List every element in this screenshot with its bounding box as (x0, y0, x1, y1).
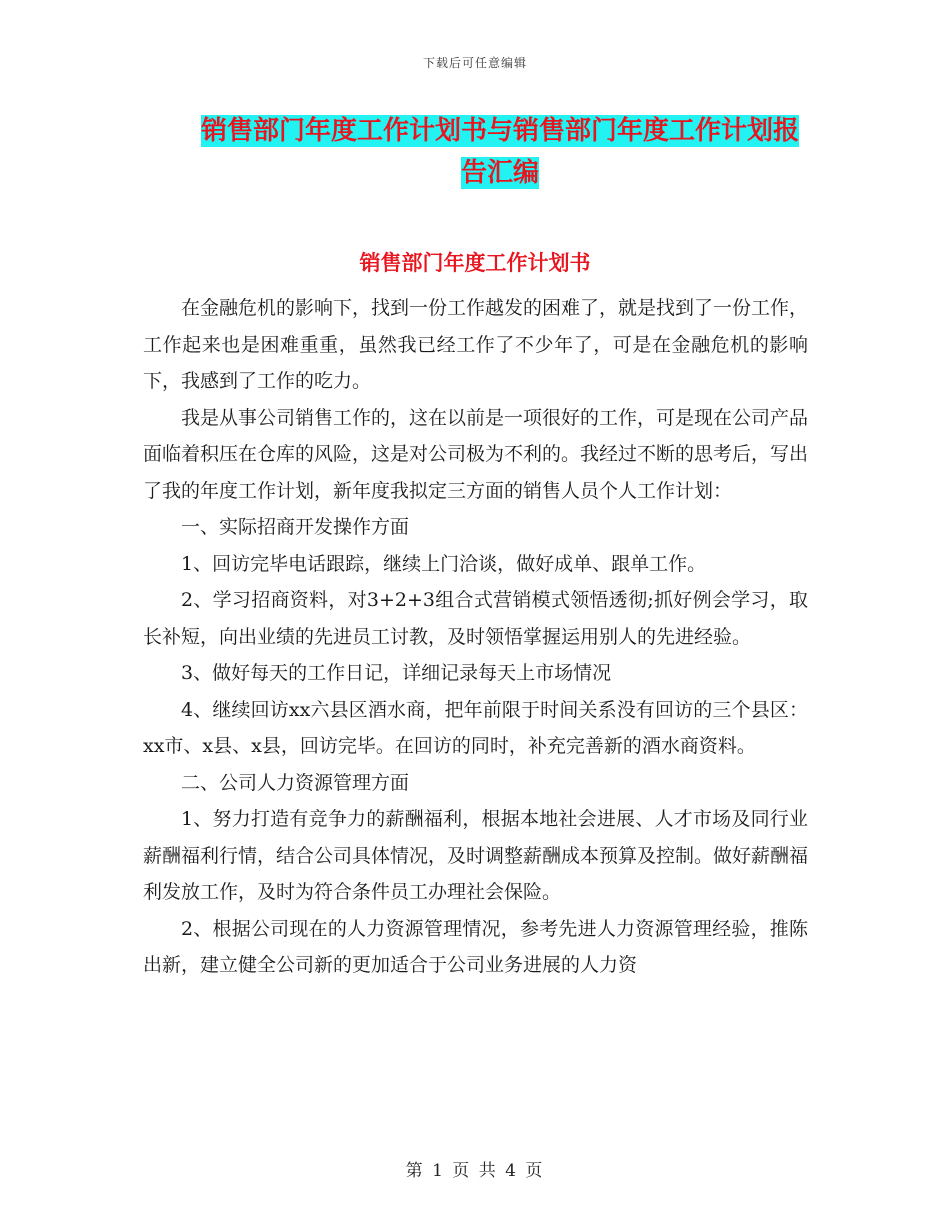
document-title-line1: 销售部门年度工作计划书与销售部门年度工作计划报 (200, 116, 799, 146)
paragraph: 2、根据公司现在的人力资源管理情况，参考先进人力资源管理经验，推陈出新，建立健全公司新的更加适合于公司业务进展的人力资 (143, 917, 808, 976)
paragraph: 3、做好每天的工作日记，详细记录每天上市场情况 (181, 662, 612, 684)
paragraph: 1、努力打造有竞争力的薪酬福利，根据本地社会进展、人才市场及同行业薪酬福利行情，结合公司具体情况，及时调整薪酬成本预算及控制。做好薪酬福利发放工作，及时为符合条件员工办理社会保险。 (143, 808, 809, 903)
paragraph: 一、实际招商开发操作方面 (181, 516, 410, 538)
paragraph: 4、继续回访xx六县区酒水商，把年前限于时间关系没有回访的三个县区：xx市、x县、x县，回访完毕。在回访的同时，补充完善新的酒水商资料。 (143, 698, 808, 757)
header-note: 下载后可任意编辑 (422, 56, 527, 70)
document-title-line2: 告汇编 (460, 158, 539, 188)
body-text (143, 290, 808, 984)
page-footer: 第 1 页 共 4 页 (405, 1161, 545, 1181)
paragraph: 我是从事公司销售工作的，这在以前是一项很好的工作，可是现在公司产品面临着积压在仓库的风险，这是对公司极为不利的。我经过不断的思考后，写出了我的年度工作计划，新年度我拟定三方面的销售人员个人工作计划： (143, 406, 809, 502)
paragraph: 2、学习招商资料，对3+2+3组合式营销模式领悟透彻;抓好例会学习，取长补短，向出业绩的先进员工讨教，及时领悟掌握运用别人的先进经验。 (143, 589, 808, 648)
paragraph: 二、公司人力资源管理方面 (181, 771, 410, 794)
section-title: 销售部门年度工作计划书 (359, 251, 591, 275)
paragraph: 在金融危机的影响下，找到一份工作越发的困难了，就是找到了一份工作，工作起来也是困难重重，虽然我已经工作了不少年了，可是在金融危机的影响下，我感到了工作的吃力。 (143, 297, 809, 392)
document-title (190, 110, 810, 194)
paragraph: 1、回访完毕电话跟踪，继续上门洽谈，做好成单、跟单工作。 (181, 552, 707, 575)
